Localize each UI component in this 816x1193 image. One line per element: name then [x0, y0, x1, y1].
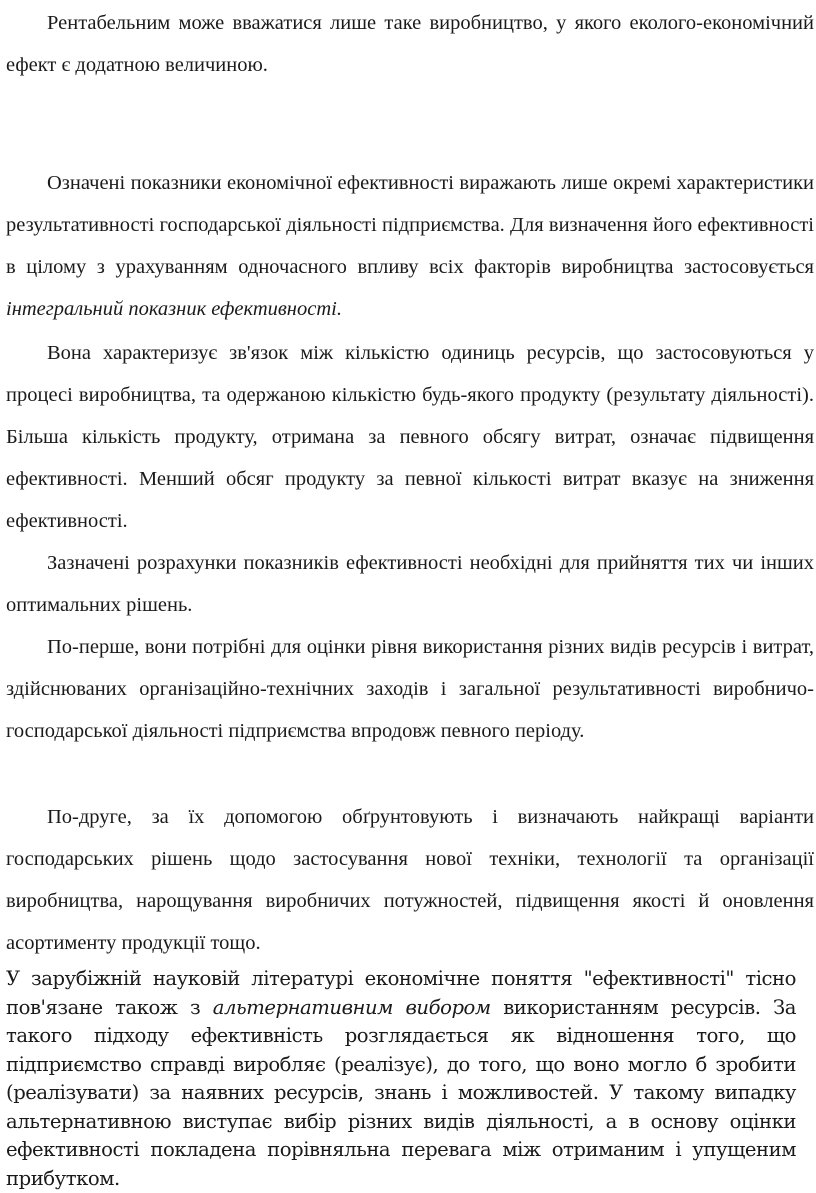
- paragraph-text: У зарубіжній науковій літературі економічне поняття "ефективності" тісно пов'язане також з: [6, 967, 796, 1019]
- paragraph-foreign-literature: [6, 965, 796, 1193]
- emphasized-term: інтегральний показник ефективності.: [6, 298, 342, 320]
- paragraph-integral-indicator: [6, 162, 814, 330]
- paragraph-text: Означені показники економічної ефективності виражають лише окремі характеристики результативності господарської діяльності підприємства. Для визначення його ефективності в цілому з урахуванням одночасного впливу всіх факторів виробництва застосовується: [6, 172, 814, 278]
- paragraph-first-reason: По-перше, вони потрібні для оцінки рівня використання різних видів ресурсів і витрат, здійснюваних організаційно-технічних заходів і загальної результативності виробничо-господарської діяльності підприємства впродовж певного періоду.: [6, 636, 814, 742]
- paragraph-profitability: Рентабельним може вважатися лише таке виробництво, у якого еколого-економічний ефект є додатною величиною.: [6, 12, 814, 76]
- paragraph-text: використанням ресурсів. За такого підходу ефективність розглядається як відношення того, що підприємство справді виробляє (реалізує), до того, що воно могло б зробити (реалізувати) за наявних ресурсів, знань і можливостей. У такому випадку альтернативною виступає вибір різних видів діяльності, а в основу оцінки ефективності покладена порівняльна перевага між отриманим і упущеним прибутком.: [6, 995, 796, 1190]
- paragraph-calculations: Зазначені розрахунки показників ефективності необхідні для прийняття тих чи інших оптимальних рішень.: [6, 552, 814, 616]
- paragraph-resources-relation: Вона характеризує зв'язок між кількістю одиниць ресурсів, що застосовуються у процесі виробництва, та одержаною кількістю будь-якого продукту (результату діяльності). Більша кількість продукту, отримана за певного обсягу витрат, означає підвищення ефективності. Менший обсяг продукту за певної кількості витрат вказує на зниження ефективності.: [6, 342, 814, 532]
- paragraph-second-reason: По-друге, за їх допомогою обґрунтовують і визначають найкращі варіанти господарських рішень щодо застосування нової техніки, технології та організації виробництва, нарощування виробничих потужностей, підвищення якості й оновлення асортименту продукції тощо.: [6, 806, 814, 954]
- emphasized-term: альтернативним вибором: [212, 995, 491, 1019]
